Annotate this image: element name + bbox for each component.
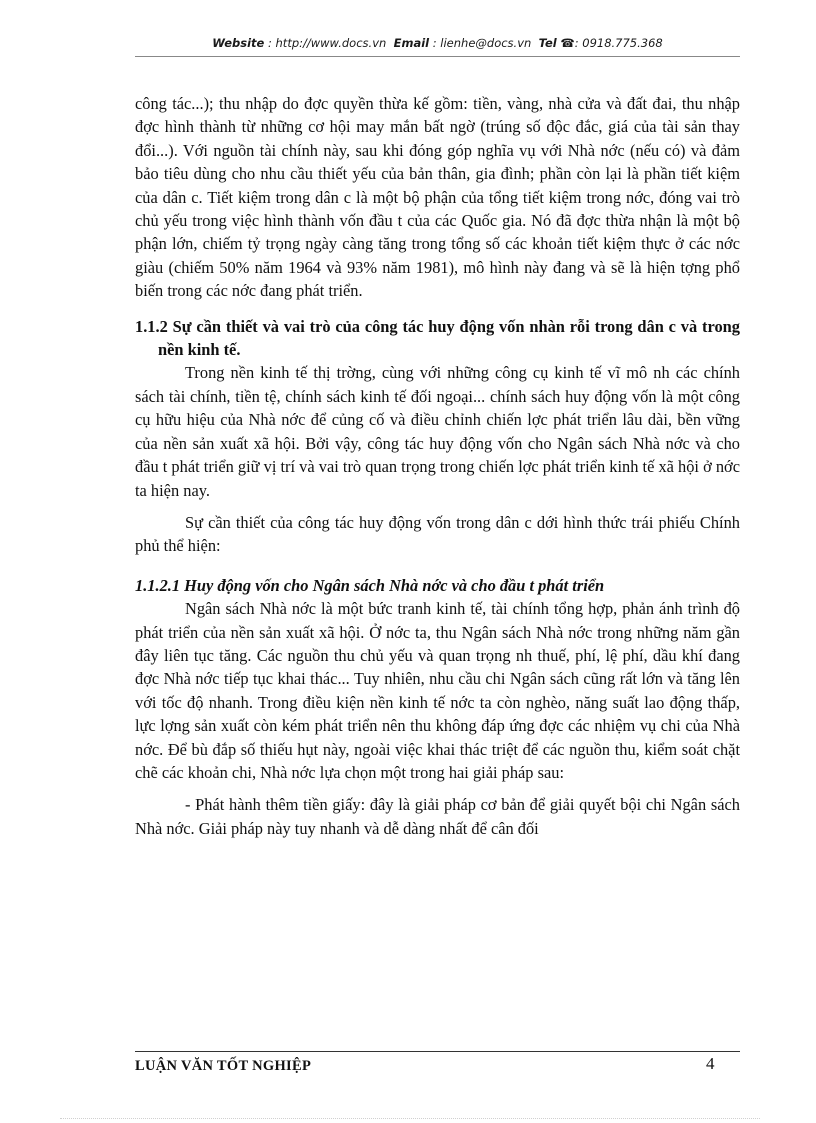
paragraph-savings: công tác...); thu nhập do đợc quyền thừa kế gồm: tiền, vàng, nhà cửa và đất đai, thu nhập đợc hình thành từ những cơ hội may mắn bất ngờ (trúng số độc đắc, giá của tài sản thay đổi...). Với nguồn tài chính này, sau khi đóng góp nghĩa vụ với Nhà nớc (nếu có) và đảm bảo tiêu dùng cho nhu cầu thiết yếu của bản thân, gia đình; phần còn lại là phần tiết kiệm của dân c. Tiết kiệm trong dân c là một bộ phận của tổng tiết kiệm trong nớc, đóng vai trò chủ yếu trong việc hình thành vốn đầu t của các Quốc gia. Nó đã đợc thừa nhận là một bộ phận lớn, chiếm tỷ trọng ngày càng tăng trong tổng số các khoản tiết kiệm thực ở các nớc giàu (chiếm 50% năm 1964 và 93% năm 1981), mô hình này đang và sẽ là hiện tợng phổ biến trong các nớc đang phát triển. [135, 94, 740, 301]
website-label: Website [212, 36, 265, 50]
header-divider [135, 56, 740, 57]
email-address[interactable]: lienhe@docs.vn [440, 36, 532, 50]
subsection-heading-1-1-2-1: 1.1.2.1 Huy động vốn cho Ngân sách Nhà nớc và cho đầu t phát triển [135, 575, 605, 595]
paragraph-issue-paper-money: - Phát hành thêm tiền giấy: đây là giải pháp cơ bản để giải quyết bội chi Ngân sách Nhà nớc. Giải pháp này tuy nhanh và dễ dàng nhất để cân đối [135, 795, 740, 838]
section-heading-1-1-2: 1.1.2 Sự cần thiết và vai trò của công tác huy động vốn nhàn rỗi trong dân c và trong nền kinh tế. [135, 316, 740, 360]
phone-icon: ☎ [560, 36, 575, 50]
tel-number: : 0918.775.368 [574, 36, 663, 50]
tel-label: Tel [538, 36, 557, 50]
page-header [135, 36, 740, 50]
page-number: 4 [706, 1054, 715, 1073]
website-url[interactable]: http://www.docs.vn [275, 36, 387, 50]
paragraph-necessity: Sự cần thiết của công tác huy động vốn trong dân c dới hình thức trái phiếu Chính phủ thể hiện: [135, 512, 740, 556]
email-separator: : [429, 36, 441, 50]
paragraph-state-budget: Ngân sách Nhà nớc là một bức tranh kinh tế, tài chính tổng hợp, phản ánh trình độ phát triển của nền sản xuất xã hội. Ở nớc ta, thu Ngân sách Nhà nớc trong những năm gần đây liên tục tăng. Các nguồn thu chủ yếu và quan trọng nh thuế, phí, lệ phí, dầu khí đang đợc Nhà nớc tiếp tục khai thác... Tuy nhiên, nhu cầu chi Ngân sách cũng rất lớn và tăng lên với tốc độ nhanh. Trong điều kiện nền kinh tế nớc ta còn nghèo, năng suất lao động thấp, lực lợng sản xuất còn kém phát triển nên thu không đáp ứng đợc các nhiệm vụ chi của Nhà nớc. Để bù đắp số thiếu hụt này, ngoài việc khai thác triệt để các nguồn thu, kiểm soát chặt chẽ các khoản chi, Nhà nớc lựa chọn một trong hai giải pháp sau: [135, 599, 740, 782]
website-separator: : [264, 36, 276, 50]
email-label: Email [393, 36, 430, 50]
footer-divider [135, 1051, 740, 1052]
page-bottom-border [60, 1118, 760, 1119]
paragraph-market-economy: Trong nền kinh tế thị trờng, cùng với những công cụ kinh tế vĩ mô nh các chính sách tài chính, tiền tệ, chính sách kinh tế đối ngoại... chính sách huy động vốn là một công cụ hữu hiệu của Nhà nớc để củng cố và điều chỉnh chiến lợc phát triển lâu dài, bền vững của nền sản xuất xã hội. Bởi vậy, công tác huy động vốn cho Ngân sách Nhà nớc và cho đầu t phát triển giữ vị trí và vai trò quan trọng trong chiến lợc phát triển kinh tế xã hội ở nớc ta hiện nay. [135, 363, 740, 500]
footer-thesis-title: LUẬN VĂN TỐT NGHIỆP [135, 1058, 312, 1074]
document-body [135, 92, 740, 840]
